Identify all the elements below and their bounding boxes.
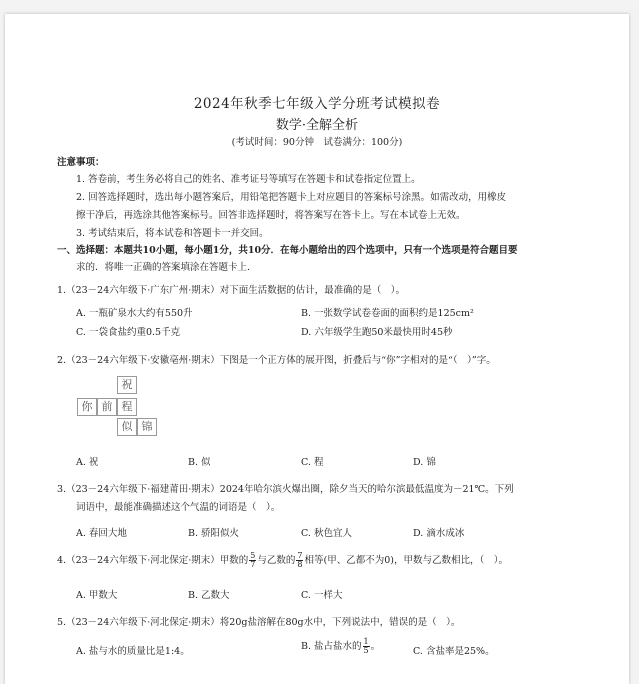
question-1-stem: 1.（23－24六年级下·广东广州·期末）对下面生活数据的估计，最准确的是（ ）。 (57, 285, 406, 296)
question-5-option-b-pre: B. 盐占盐水的 (301, 641, 362, 652)
document-subtitle: 数学·全解全析 (275, 118, 359, 133)
question-4-stem (57, 552, 508, 569)
fraction-denominator: 8 (297, 560, 303, 569)
question-2-option-d: D. 锦 (413, 457, 436, 468)
fraction-numerator: 7 (297, 551, 303, 560)
cube-net-cell-cheng: 程 (117, 398, 137, 416)
question-4-stem-part-c: 相等(甲、乙都不为0)，甲数与乙数相比，（ ）。 (304, 555, 508, 566)
notice-item-3: 3. 考试结束后，将本试卷和答题卡一并交回。 (76, 228, 269, 239)
notice-item-2-cont: 擦干净后，再选涂其他答案标号。回答非选择题时，将答案写在答卡上。写在本试卷上无效。 (76, 210, 466, 221)
question-2-option-b: B. 似 (188, 457, 211, 468)
question-5-option-b-post: 。 (370, 641, 381, 652)
document-page (5, 14, 629, 684)
fraction-numerator: 1 (363, 637, 369, 646)
question-3-option-b: B. 骄阳似火 (188, 528, 240, 539)
section-1-line-1: 一、选择题：本题共10小题，每小题1分，共10分．在每小题给出的四个选项中，只有一个选项是符合题目要 (57, 245, 518, 256)
exam-time-info: (考试时间：90分钟 试卷满分：100分) (231, 137, 403, 148)
section-1-line-2: 求的．将唯一正确的答案填涂在答题卡上. (76, 262, 251, 273)
fraction-five-sevenths (249, 552, 256, 569)
question-3-stem-line-1: 3.（23－24六年级下·福建莆田·期末）2024年哈尔滨火爆出圈，除夕当天的哈尔滨最低温度为－21℃。下列 (57, 484, 514, 495)
question-3-stem-line-2: 词语中，最能准确描述这个气温的词语是（ ）。 (76, 502, 281, 513)
fraction-numerator: 5 (250, 551, 256, 560)
question-4-option-a: A. 甲数大 (76, 590, 118, 601)
question-4-option-b: B. 乙数大 (188, 590, 230, 601)
question-1-option-c: C. 一袋食盐约重0.5千克 (76, 327, 181, 338)
question-2-option-c: C. 程 (301, 457, 324, 468)
question-3-option-a: A. 春回大地 (76, 528, 127, 539)
document-title: 2024年秋季七年级入学分班考试模拟卷 (193, 96, 441, 112)
question-1-option-a: A. 一瓶矿泉水大约有550升 (76, 308, 193, 319)
fraction-one-fifth (363, 638, 370, 655)
fraction-seven-eighths (296, 552, 303, 569)
question-2-stem: 2.（23－24六年级下·安徽亳州·期末）下图是一个正方体的展开图，折叠后与“你”字相对的是“（ ）”字。 (57, 355, 496, 366)
question-5-option-c: C. 含盐率是25%。 (413, 646, 495, 657)
section-1-instructions (57, 242, 518, 256)
question-5-stem: 5.（23－24六年级下·河北保定·期末）将20g盐溶解在80g水中，下列说法中，错误的是（ ）。 (57, 617, 461, 628)
notice-item-2: 2. 回答选择题时，选出每小题答案后，用铅笔把答题卡上对应题目的答案标号涂黑。如需改动，用橡皮 (76, 192, 507, 203)
question-3-option-d: D. 滴水成冰 (413, 528, 465, 539)
cube-net-cell-zhu: 祝 (117, 376, 137, 394)
question-4-stem-part-b: 与乙数的 (257, 555, 296, 566)
notice-item-1: 1. 答卷前，考生务必将自己的姓名、准考证号等填写在答题卡和试卷指定位置上。 (76, 174, 421, 185)
fraction-denominator: 7 (250, 560, 256, 569)
cube-net-cell-si: 似 (117, 418, 137, 436)
question-3-option-c: C. 秋色宜人 (301, 528, 352, 539)
cube-net-cell-qian: 前 (97, 398, 117, 416)
question-5-option-b (301, 638, 380, 655)
question-4-option-c: C. 一样大 (301, 590, 343, 601)
fraction-denominator: 5 (363, 646, 369, 655)
question-1-option-b: B. 一张数学试卷卷面的面积约是125cm² (301, 308, 474, 319)
question-1-option-d: D. 六年级学生跑50米最快用时45秒 (301, 327, 453, 338)
question-5-option-a: A. 盐与水的质量比是1:4。 (76, 646, 190, 657)
question-4-stem-part-a: 4.（23－24六年级下·河北保定·期末）甲数的 (57, 555, 249, 566)
notice-heading: 注意事项： (57, 157, 105, 168)
cube-net-cell-jin: 锦 (137, 418, 157, 436)
question-2-option-a: A. 祝 (76, 457, 99, 468)
cube-net-cell-ni: 你 (77, 398, 97, 416)
